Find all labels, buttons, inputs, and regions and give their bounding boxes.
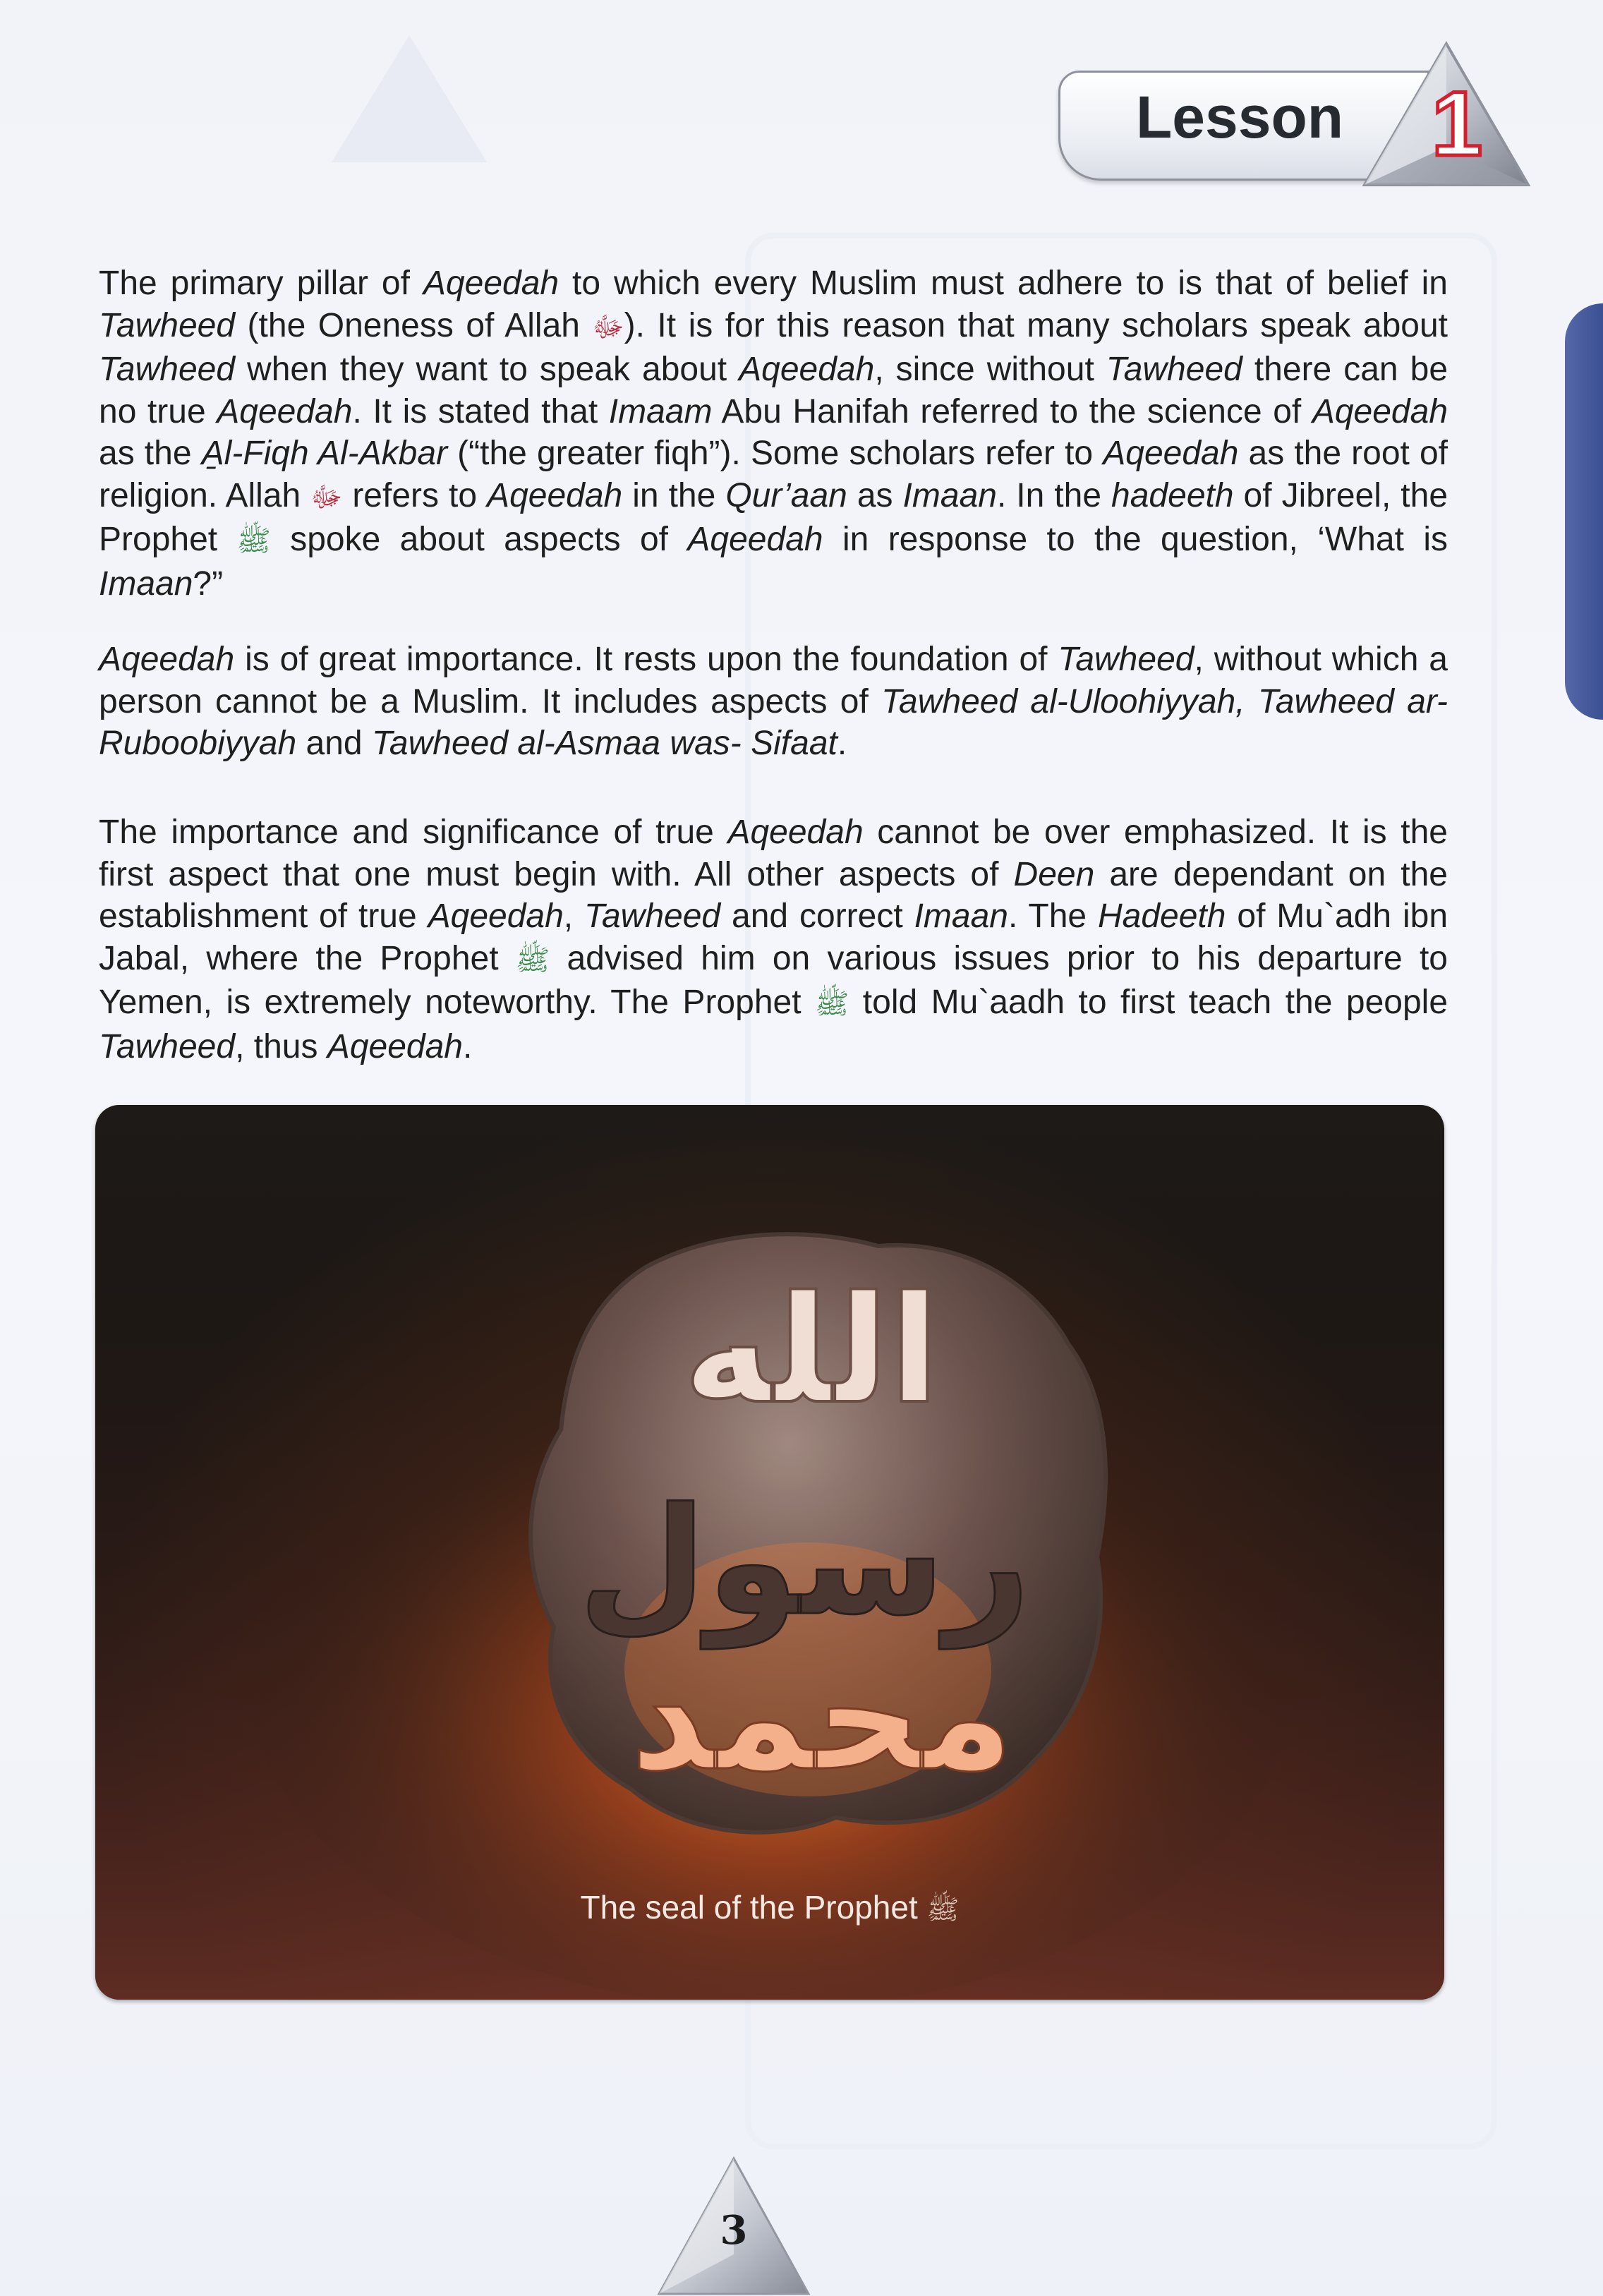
text: of Jibreel, the Prophet: [99, 476, 1448, 558]
text: of Mu`adh ibn Jabal, where the Prophet: [99, 898, 1448, 977]
prophet-honorific-icon: ﷺ: [236, 526, 271, 557]
text: cannot be over emphasized. It is the first aspect that one must begin with. All other aspects of: [99, 814, 1448, 893]
text: ). It is for this reason that many scholars speak about: [624, 306, 1448, 344]
text: , thus: [235, 1027, 327, 1065]
text: Imaam: [608, 392, 713, 430]
text: . The: [1008, 898, 1098, 935]
text: ,: [563, 898, 585, 935]
text: Aqeedah: [739, 351, 875, 388]
allah-honorific-icon: ﷻ: [310, 481, 343, 513]
text: Tawheed: [1058, 641, 1194, 678]
text: spoke about aspects of: [270, 521, 688, 558]
seal-text-allah: الله: [683, 1264, 940, 1437]
text: as the root of religion. Allah: [99, 435, 1448, 514]
paragraph-3: [99, 811, 1448, 1065]
prophet-honorific-icon: ﷺ: [515, 944, 550, 976]
text: Imaan: [914, 898, 1008, 935]
text: Tawheed al-Asmaa was- Sifaat: [371, 725, 837, 762]
text: refers to: [342, 476, 488, 514]
text: , without which a person cannot be a Muslim. It includes aspects of: [99, 641, 1448, 720]
text: to which every Muslim must adhere to is that of belief in: [559, 265, 1448, 302]
text: (the Oneness of Allah: [235, 306, 593, 344]
text: Tawheed: [99, 306, 236, 344]
text: Aqeedah: [687, 521, 823, 558]
text: Deen: [1013, 855, 1095, 893]
seal-text-muhammad: محمد: [630, 1631, 1014, 1803]
prophet-honorific-icon: ﷺ: [926, 1895, 960, 1925]
text: Tawheed: [584, 898, 721, 935]
text: advised him on various issues prior to his departure to Yemen, is extremely noteworthy. The Prophet: [99, 939, 1448, 1021]
paragraph-2: [99, 639, 1448, 769]
prophet-honorific-icon: ﷺ: [815, 989, 849, 1020]
text: as the: [99, 435, 202, 472]
seal-photo: [95, 1105, 1444, 2000]
lesson-number: 1: [1431, 72, 1483, 175]
text: Tawheed: [1106, 351, 1242, 388]
text: Aqeedah: [1103, 435, 1239, 472]
text: and correct: [720, 898, 914, 935]
text: Abu Hanifah referred to the science of: [712, 392, 1312, 430]
text: in response to the question, ‘What is: [823, 521, 1448, 558]
text: .: [837, 725, 847, 762]
paragraph-1: [99, 262, 1448, 601]
text: The importance and significance of true: [99, 814, 728, 851]
seal-text-rasul: رسول: [578, 1475, 1031, 1648]
text: hadeeth: [1111, 476, 1234, 514]
text: ?”: [193, 564, 224, 603]
text: in the: [622, 476, 726, 514]
text: Aqeedah: [487, 476, 623, 514]
text: Hadeeth: [1097, 898, 1226, 935]
text: as: [847, 476, 903, 514]
text: Tawheed al-Uloohiyyah, Tawheed ar-Ruboobiyyah: [99, 682, 1448, 762]
text: . It is stated that: [352, 392, 609, 430]
text: , since without: [874, 351, 1106, 388]
text: Imaan: [902, 476, 997, 514]
text: when they want to speak about: [235, 351, 739, 388]
text: is of great importance. It rests upon the foundation of: [234, 641, 1058, 678]
allah-honorific-icon: ﷻ: [592, 311, 624, 343]
text: told Mu`aadh to first teach the people: [849, 984, 1448, 1021]
text: Tawheed: [99, 1027, 236, 1065]
text: Tawheed: [99, 351, 236, 388]
page-number: 3: [720, 2207, 748, 2254]
text: Aqeedah: [327, 1027, 463, 1065]
text: are dependant on the establishment of true: [99, 855, 1448, 935]
text: The primary pillar of: [99, 265, 423, 302]
text: Aqeedah: [423, 265, 559, 302]
text: Qur’aan: [725, 476, 847, 514]
text: Imaan: [99, 564, 193, 603]
text: there can be no true: [99, 351, 1448, 430]
text: Aqeedah: [727, 814, 864, 851]
lesson-label: Lesson: [1136, 84, 1344, 150]
seal-illustration: [95, 1105, 1444, 2000]
text: Aqeedah: [99, 641, 235, 678]
text: . In the: [996, 476, 1112, 514]
text: Aqeedah: [1312, 392, 1448, 430]
text: A̱l-Fiqh Al-Akbar: [201, 435, 448, 472]
text: Aqeedah: [428, 898, 564, 935]
show-through-triangle: [332, 35, 487, 162]
caption-text: The seal of the Prophet: [580, 1889, 918, 1926]
text: Aqeedah: [217, 392, 353, 430]
side-tab: [1565, 303, 1603, 720]
text: (“the greater fiqh”). Some scholars refer to: [447, 435, 1103, 472]
image-caption: [95, 1888, 1444, 1932]
text: .: [462, 1027, 473, 1065]
text: and: [296, 725, 372, 762]
